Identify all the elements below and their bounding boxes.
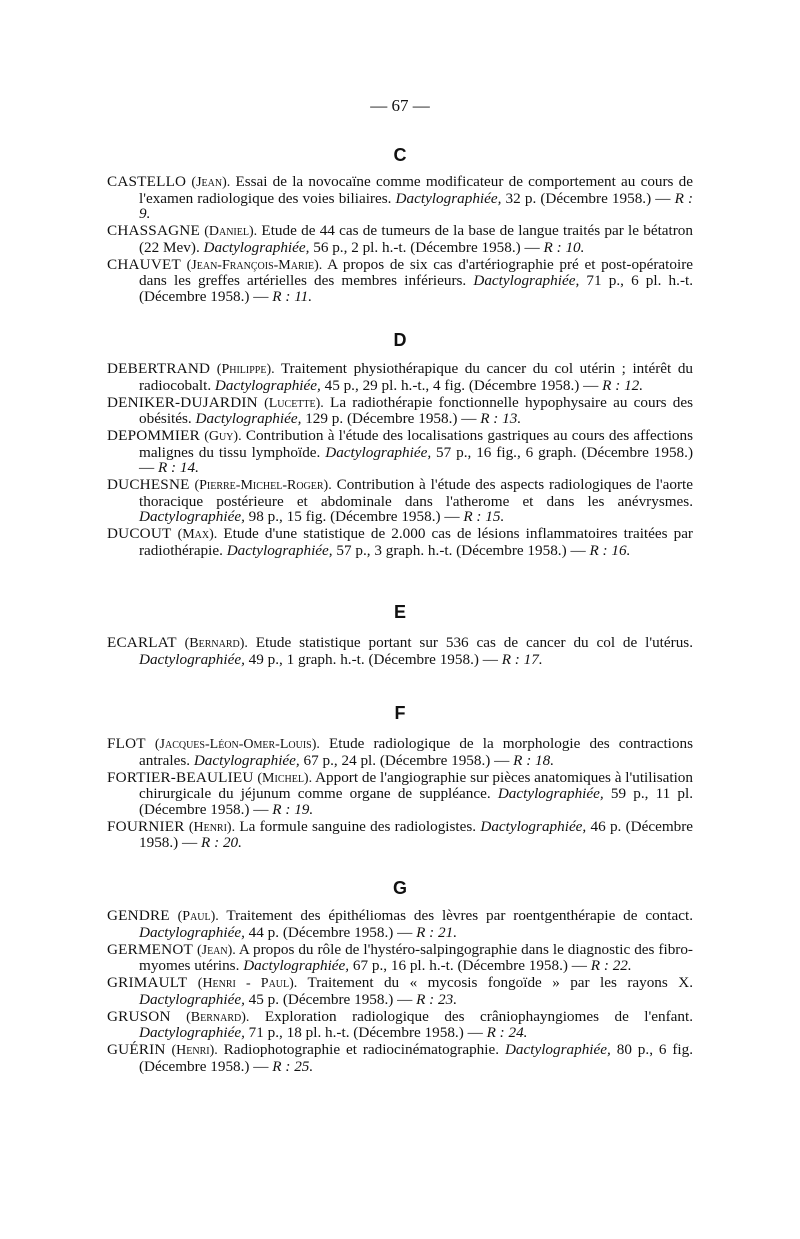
- entry-reference: R : 17.: [501, 650, 543, 668]
- entry-title: Contribution à l'étude des localisations gastriques au cours des affections malignes du tissu lymphoïde.: [139, 427, 694, 461]
- entry-reference: R : 18.: [513, 751, 555, 769]
- bibliography-entry: [107, 819, 693, 851]
- entry-author: GRUSON: [107, 1007, 171, 1025]
- entry-title: Radiophotographie et radiocinématographie.: [223, 1041, 500, 1058]
- entry-given-name: (Henri).: [171, 1043, 218, 1058]
- entry-reference: R : 13.: [480, 410, 522, 427]
- entry-publication: Dactylographiée,: [504, 1041, 611, 1058]
- entry-given-name: (Henri - Paul).: [197, 976, 298, 991]
- entry-given-name: (Michel).: [257, 770, 313, 786]
- section-letter: G: [392, 878, 407, 898]
- entry-details: 67 p., 16 pl. h.-t. (Décembre 1958.) —: [352, 957, 587, 974]
- entry-details: 67 p., 24 pl. (Décembre 1958.) —: [303, 751, 510, 769]
- entry-author: ECARLAT: [107, 634, 177, 651]
- entry-given-name: (Bernard).: [186, 1009, 250, 1025]
- entry-given-name: (Max).: [177, 527, 218, 542]
- entry-title: Traitement des épithéliomas des lèvres par roentgenthérapie de contact.: [226, 907, 693, 924]
- entry-reference: R : 23.: [416, 990, 458, 1008]
- entry-author: DUCHESNE: [107, 476, 190, 493]
- entry-title: La formule sanguine des radiologistes.: [239, 817, 477, 835]
- section-d: [107, 328, 693, 560]
- entry-details: 57 p., 16 fig., 6 graph. (Décembre 1958.) —: [139, 443, 694, 476]
- entry-title: Apport de l'angiographie sur pièces anatomiques à l'utilisation chirurgicale du jéjunum comme organe de suppléance.: [139, 768, 693, 802]
- entry-publication: Dactylographiée,: [226, 541, 333, 559]
- entry-publication: Dactylographiée,: [325, 443, 432, 461]
- entry-author: FLOT: [107, 735, 146, 752]
- entry-details: 45 p., 29 pl. h.-t., 4 fig. (Décembre 1958.) —: [324, 376, 599, 394]
- entry-reference: R : 14.: [157, 459, 199, 476]
- entry-publication: Dactylographiée,: [193, 751, 300, 769]
- bibliography-entry: [107, 477, 693, 525]
- entry-title: A propos du rôle de l'hystéro-salpingographie dans le diagnostic des fibro-myomes utérins.: [139, 940, 693, 974]
- section-letter: D: [393, 330, 407, 350]
- entry-reference: R : 10.: [543, 238, 585, 256]
- entry-author: FORTIER-BEAULIEU: [107, 768, 254, 786]
- entry-details: 45 p. (Décembre 1958.) —: [248, 990, 413, 1008]
- entry-details: 56 p., 2 pl. h.-t. (Décembre 1958.) —: [313, 238, 540, 256]
- entry-details: 71 p., 6 pl. h.-t. (Décembre 1958.) —: [139, 272, 694, 305]
- entry-author: CHASSAGNE: [107, 222, 200, 239]
- bibliography-entry: [107, 975, 693, 1007]
- entry-title: Exploration radiologique des crâniophayngiomes de l'enfant.: [264, 1007, 693, 1025]
- entry-publication: Dactylographiée,: [195, 410, 302, 427]
- entry-publication: Dactylographiée,: [473, 272, 580, 289]
- entry-author: GUÉRIN: [107, 1041, 166, 1058]
- entry-reference: R : 16.: [589, 541, 631, 559]
- entry-title: Etude d'une statistique de 2.000 cas de lésions inflammatoires traitées par radiothérapie.: [139, 525, 693, 559]
- bibliography-entry: [107, 635, 693, 667]
- entry-author: DEPOMMIER: [107, 427, 200, 444]
- section-letter: F: [394, 703, 406, 723]
- entry-reference: R : 19.: [272, 800, 314, 818]
- entry-reference: R : 12.: [602, 376, 644, 394]
- section-letter: E: [393, 602, 406, 622]
- entry-title: La radiothérapie fonctionnelle hypophysaire au cours des obésités.: [139, 393, 694, 427]
- entry-reference: R : 21.: [416, 923, 458, 941]
- entry-details: 59 p., 11 pl. (Décembre 1958.) —: [139, 785, 694, 818]
- bibliography-entry: [107, 1009, 693, 1041]
- entry-details: 44 p. (Décembre 1958.) —: [248, 923, 413, 941]
- entry-publication: Dactylographiée,: [214, 376, 321, 394]
- bibliography-entry: [107, 1042, 693, 1074]
- entry-author: GRIMAULT: [107, 974, 188, 991]
- bibliography-entry: [107, 736, 693, 768]
- entry-author: FOURNIER: [107, 817, 185, 835]
- entry-reference: R : 15.: [463, 508, 505, 525]
- entry-publication: Dactylographiée,: [139, 990, 245, 1008]
- bibliography-entry: [107, 223, 693, 255]
- section-c: [107, 143, 693, 306]
- section-e: [107, 600, 693, 669]
- bibliography-entry: [107, 428, 693, 476]
- entry-given-name: (Lucette).: [264, 395, 324, 411]
- entry-title: Traitement du « mycosis fongoïde » par les rayons X.: [307, 974, 693, 991]
- bibliography-entry: [107, 257, 693, 305]
- bibliography-entry: [107, 942, 693, 974]
- entry-details: 57 p., 3 graph. h.-t. (Décembre 1958.) —: [336, 541, 586, 559]
- entry-title: Etude statistique portant sur 536 cas de cancer du col de l'utérus.: [255, 634, 694, 651]
- entry-publication: Dactylographiée,: [139, 508, 245, 525]
- bibliography-entry: [107, 361, 693, 393]
- section-letter: C: [393, 145, 407, 165]
- entry-title: Etude radiologique de la morphologie des contractions antrales.: [139, 735, 693, 769]
- page-number: — 67 —: [370, 96, 430, 115]
- entry-publication: Dactylographiée,: [395, 189, 502, 207]
- entry-details: 46 p. (Décembre 1958.) —: [139, 817, 694, 851]
- entry-reference: R : 9.: [139, 189, 694, 222]
- entry-details: 32 p. (Décembre 1958.) —: [505, 189, 671, 207]
- section-f: [107, 701, 693, 852]
- entry-given-name: (Paul).: [177, 909, 219, 924]
- entry-given-name: (Jean).: [196, 942, 236, 958]
- entry-given-name: (Jacques-Léon-Omer-Louis).: [154, 737, 320, 752]
- entry-publication: Dactylographiée,: [139, 1024, 245, 1041]
- entry-publication: Dactylographiée,: [243, 957, 350, 974]
- entry-publication: Dactylographiée,: [497, 785, 604, 802]
- entry-title: Etude de 44 cas de tumeurs de la base de langue traités par le bétatron (22 Mev).: [139, 222, 693, 256]
- entry-given-name: (Jean).: [191, 175, 231, 190]
- bibliography-entry: [107, 770, 693, 818]
- entry-details: 98 p., 15 fig. (Décembre 1958.) —: [248, 508, 460, 525]
- entry-author: DUCOUT: [107, 525, 172, 542]
- entry-author: CHAUVET: [107, 255, 181, 273]
- entry-given-name: (Pierre-Michel-Roger).: [194, 478, 332, 493]
- entry-author: DEBERTRAND: [107, 360, 211, 377]
- bibliography-entry: [107, 908, 693, 940]
- entry-details: 129 p. (Décembre 1958.) —: [305, 410, 477, 427]
- entry-reference: R : 20.: [201, 834, 242, 851]
- entry-given-name: (Philippe).: [216, 362, 275, 377]
- entry-publication: Dactylographiée,: [480, 817, 587, 835]
- entry-author: GERMENOT: [107, 940, 193, 958]
- entry-title: A propos de six cas d'artériographie pré et post-opératoire dans les greffes artérielles des membres inférieurs.: [139, 255, 693, 289]
- entry-reference: R : 25.: [272, 1057, 314, 1075]
- entry-title: Contribution à l'étude des aspects radiologiques de l'aorte thoracique postérieure et abdominale dans l'atherome et dans les anévrysmes.: [139, 476, 694, 510]
- entry-author: CASTELLO: [107, 173, 187, 190]
- entry-publication: Dactylographiée,: [139, 650, 245, 668]
- bibliography-entry: [107, 526, 693, 558]
- entry-reference: R : 11.: [272, 287, 313, 305]
- entry-given-name: (Daniel).: [204, 224, 258, 239]
- bibliography-entry: [107, 174, 693, 222]
- entry-reference: R : 24.: [486, 1024, 528, 1041]
- entry-author: DENIKER-DUJARDIN: [107, 393, 258, 411]
- entry-reference: R : 22.: [590, 957, 632, 974]
- entry-details: 80 p., 6 fig. (Décembre 1958.) —: [139, 1041, 694, 1075]
- entry-given-name: (Henri).: [188, 819, 236, 835]
- entry-publication: Dactylographiée,: [139, 923, 245, 941]
- entry-details: 49 p., 1 graph. h.-t. (Décembre 1958.) —: [248, 650, 498, 668]
- entry-title: Traitement physiothérapique du cancer du col utérin ; intérêt du radiocobalt.: [139, 360, 694, 394]
- entry-author: GENDRE: [107, 907, 170, 924]
- entry-given-name: (Jean-François-Marie).: [186, 257, 323, 273]
- entry-publication: Dactylographiée,: [203, 238, 310, 256]
- entry-title: Essai de la novocaïne comme modificateur de comportement au cours de l'examen radiologique des voies biliaires.: [139, 173, 693, 207]
- bibliography-entry: [107, 395, 693, 427]
- section-g: [107, 876, 693, 1076]
- entry-details: 71 p., 18 pl. h.-t. (Décembre 1958.) —: [248, 1024, 483, 1041]
- entry-given-name: (Guy).: [204, 429, 242, 444]
- entry-given-name: (Bernard).: [184, 636, 248, 651]
